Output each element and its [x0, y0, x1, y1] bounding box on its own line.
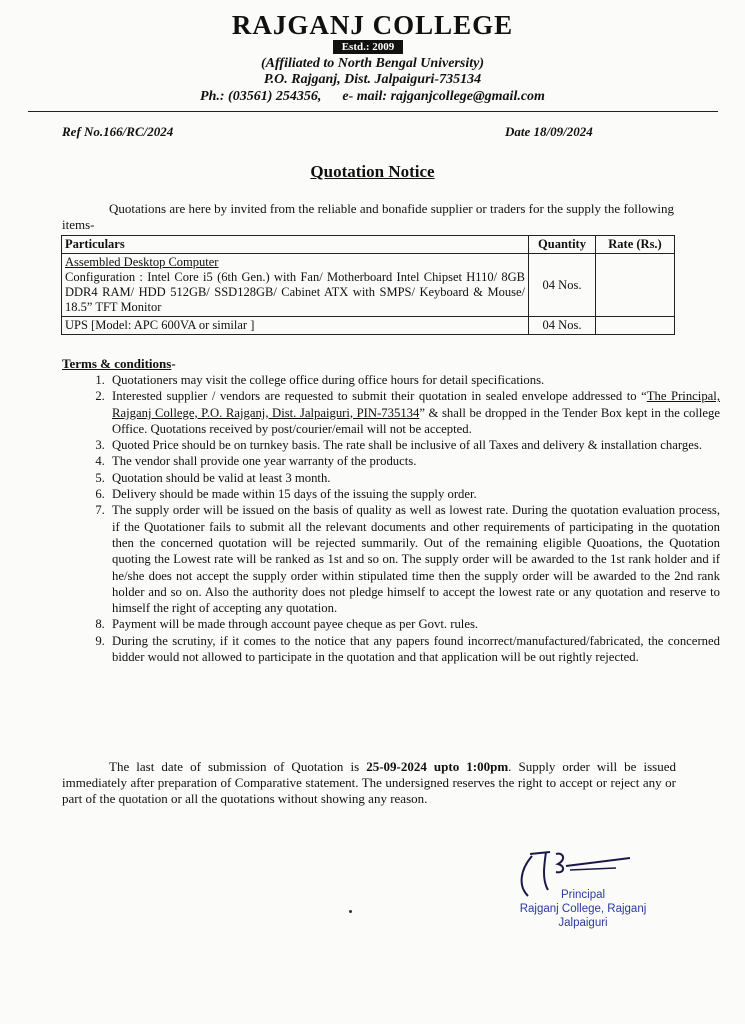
affiliation: (Affiliated to North Bengal University) — [261, 56, 484, 71]
email: e- mail: rajganjcollege@gmail.com — [342, 89, 545, 104]
quantity-cell: 04 Nos. — [529, 317, 596, 335]
ink-dot — [349, 910, 352, 913]
stamp-district: Jalpaiguri — [558, 917, 608, 929]
list-item: 9. During the scrutiny, if it comes to the notice that any papers found incorrect/manufactured/fabricated, the concerned bidder would not allowed to participate in the quotation and that application will be out rightly rejected. — [108, 633, 720, 666]
items-table — [61, 235, 675, 335]
intro-paragraph: Quotations are here by invited from the reliable and bonafide supplier or traders for the supply the following items- — [62, 201, 674, 232]
header-divider — [28, 111, 718, 112]
terms-list — [62, 372, 720, 665]
header-particulars: Particulars — [62, 236, 529, 254]
notice-date: Date 18/09/2024 — [505, 124, 593, 139]
table-row — [62, 317, 675, 335]
tender-address: The Principal, Rajganj College, P.O. Rajganj, Dist. Jalpaiguri, PIN-735134 — [112, 389, 720, 420]
list-item: 5. Quotation should be valid at least 3 month. — [108, 470, 720, 486]
particulars-cell — [62, 254, 529, 317]
list-item: 8. Payment will be made through account payee cheque as per Govt. rules. — [108, 616, 720, 632]
contact-line — [0, 89, 745, 105]
list-item: 3. Quoted Price should be on turnkey basis. The rate shall be inclusive of all Taxes and delivery & installation charges. — [108, 437, 720, 453]
table-row — [62, 254, 675, 317]
header-rate: Rate (Rs.) — [596, 236, 675, 254]
table-header-row — [62, 236, 675, 254]
estd-badge: Estd.: 2009 — [333, 40, 403, 54]
terms-heading: Terms & conditions- — [62, 356, 176, 371]
list-item: 2. Interested supplier / vendors are requested to submit their quotation in sealed envelope addressed to “The Principal, Rajganj College, P.O. Rajganj, Dist. Jalpaiguri, PIN-735134” & shall be dropped in the Tender Box kept in the college Office. Quotations received by post/courier/email will not be accepted. — [108, 388, 720, 437]
notice-title: Quotation Notice — [310, 162, 435, 181]
item-title: UPS [Model: APC 600VA or similar ] — [65, 318, 255, 332]
college-name: RAJGANJ COLLEGE — [231, 10, 514, 40]
item-title: Assembled Desktop Computer — [65, 255, 219, 269]
phone: Ph.: (03561) 254356, — [200, 89, 322, 104]
rate-cell — [596, 317, 675, 335]
stamp-college: Rajganj College, Rajganj — [519, 903, 647, 915]
list-item: 6. Delivery should be made within 15 days of the issuing the supply order. — [108, 486, 720, 502]
particulars-cell — [62, 317, 529, 335]
stamp-title: Principal — [560, 889, 606, 901]
list-item: 4. The vendor shall provide one year warranty of the products. — [108, 453, 720, 469]
list-item: 1. Quotationers may visit the college office during office hours for detail specifications. — [108, 372, 720, 388]
ref-number: Ref No.166/RC/2024 — [62, 124, 174, 139]
list-item: 7. The supply order will be issued on the basis of quality as well as lowest rate. During the quotation evaluation process, if the Quotationer fails to submit all the relevant documents and other requirements of participating in the quotation then the concerned quotation will be rejected summarily. Out of the remaining eligible Quoations, the Quotation quoting the Lowest rate will be ranked as 1st and so on. The supply order will be awarded to the 1st rank holder and if he/she does not accept the supply order within stipulated time then the supply order will be awarded to the 2nd rank holder and so on. Also the authority does not pledge himself to accept the lowest rate or any quotation and reserve to himself the right of accepting any quotation. — [108, 502, 720, 616]
quantity-cell: 04 Nos. — [529, 254, 596, 317]
header-quantity: Quantity — [529, 236, 596, 254]
rate-cell — [596, 254, 675, 317]
principal-stamp — [508, 888, 658, 930]
closing-paragraph: The last date of submission of Quotation is 25-09-2024 upto 1:00pm. Supply order will be issued immediately after preparation of Comparative statement. The undersigned reserves the right to accept or reject any or part of the quotation or all the quotations without showing any reason. — [62, 759, 676, 806]
submission-deadline: 25-09-2024 upto 1:00pm — [366, 759, 509, 774]
address: P.O. Rajganj, Dist. Jalpaiguri-735134 — [263, 72, 482, 87]
item-description: Configuration : Intel Core i5 (6th Gen.) with Fan/ Motherboard Intel Chipset H110/ 8GB DDR4 RAM/ HDD 512GB/ SSD128GB/ Cabinet ATX with SMPS/ Keyboard & Mouse/ 18.5” TFT Monitor — [65, 270, 525, 314]
